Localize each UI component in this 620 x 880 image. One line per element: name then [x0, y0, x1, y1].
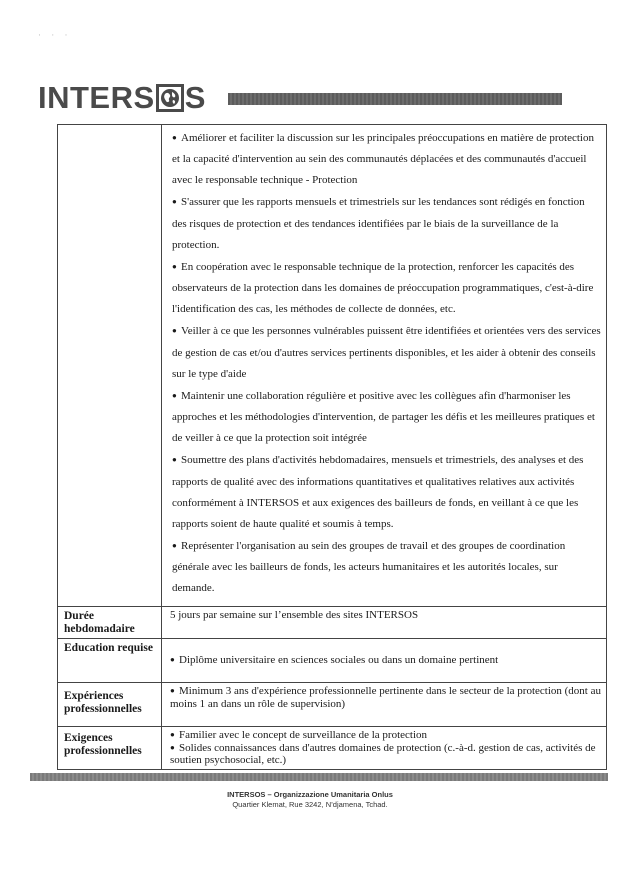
logo-text-end: S [184, 80, 206, 115]
list-item: ● Soumettre des plans d'activités hebdomadaires, mensuels et trimestriels, des analyses et des rapports de qualité avec des informations quantitatives et qualitatives relatives aux activités conformément à INTERSOS et aux exigences des bailleurs de fonds, en veillant à ce que les rapports soient de haute qualité et soumis à temps. [170, 449, 602, 535]
list-item: ● Solides connaissances dans d'autres domaines de protection (c.-à-d. gestion de cas, activités de soutien psychosocial, etc.) [170, 741, 596, 766]
row-label-education: Education requise [58, 639, 162, 683]
list-item: ● Maintenir une collaboration régulière et positive avec les collègues afin d'harmoniser les approches et les méthodologies d'intervention, de partager les défis et les meilleures pratiques et de veiller à ce que la protection soit intégrée [170, 385, 602, 449]
job-description-table [57, 124, 607, 770]
table-row [58, 125, 607, 607]
experiences-list [162, 683, 606, 712]
list-item: ● Représenter l'organisation au sein des groupes de travail et des groupes de coordination générale avec les bailleurs de fonds, les acteurs humanitaires et les autorités locales, sur demande. [170, 535, 602, 599]
bullet-icon: ● [170, 655, 175, 665]
intersos-logo [38, 80, 206, 116]
education-list [162, 652, 606, 669]
header-rule [228, 93, 562, 105]
row-label-duree: Durée hebdomadaire [58, 607, 162, 639]
footer-org: INTERSOS – Organizzazione Umanitaria Onlus [227, 790, 393, 799]
footer-address: Quartier Klemat, Rue 3242, N’djamena, Tchad. [232, 800, 388, 809]
duree-text: 5 jours par semaine sur l’ensemble des sites INTERSOS [170, 609, 419, 621]
row-label [58, 125, 162, 607]
education-cell [162, 639, 607, 683]
bullet-icon: ● [170, 742, 175, 752]
bullet-icon: ● [172, 133, 177, 142]
list-item: ● S'assurer que les rapports mensuels et trimestriels sur les tendances sont rédigés en fonction des risques de protection et des tendances identifiées par le biais de la surveillance de la protection. [170, 191, 602, 255]
list-item: ● Améliorer et faciliter la discussion sur les principales préoccupations en matière de protection et la capacité d'intervention au sein des communautés déplacées et des communautés d'accueil avec le responsable technique - Protection [170, 127, 602, 191]
list-item: ● Familier avec le concept de surveillance de la protection [170, 729, 427, 741]
table-row [58, 683, 607, 727]
list-item: ● Minimum 3 ans d'expérience professionnelle pertinente dans le secteur de la protection (dont au moins 1 an dans un rôle de supervision) [170, 685, 601, 710]
footer-rule [30, 773, 608, 781]
bullet-icon: ● [172, 540, 177, 550]
bullet-icon: ● [172, 326, 177, 336]
table-row [58, 607, 607, 639]
page-footer [0, 790, 620, 810]
table-row [58, 639, 607, 683]
logo-text-start: INTERS [38, 80, 155, 115]
exigences-list [162, 727, 606, 769]
bullet-icon: ● [170, 686, 175, 695]
globe-icon [156, 84, 184, 112]
bullet-icon: ● [172, 197, 177, 207]
bullet-icon: ● [172, 390, 177, 400]
list-item: ● Veiller à ce que les personnes vulnérables puissent être identifiées et orientées vers des services de gestion de cas et/ou d'autres services pertinents disponibles, et les aider à obtenir des conseils sur le type d'aide [170, 320, 602, 384]
scan-noise: · · · [38, 30, 72, 40]
table-row [58, 727, 607, 770]
row-label-experiences: Expériences professionnelles [58, 683, 162, 727]
list-item: ● En coopération avec le responsable technique de la protection, renforcer les capacités des observateurs de la protection dans les domaines de préoccupation programmatiques, c'est-à-dire l'identification des cas, les méthodes de collecte de données, etc. [170, 256, 602, 320]
bullet-icon: ● [172, 261, 177, 271]
responsibilities-list [162, 125, 606, 602]
responsibilities-cell [162, 125, 607, 607]
bullet-icon: ● [172, 455, 177, 465]
experiences-cell [162, 683, 607, 727]
exigences-cell [162, 727, 607, 770]
duree-cell [162, 607, 607, 639]
list-item: ● Diplôme universitaire en sciences sociales ou dans un domaine pertinent [170, 654, 499, 667]
row-label-exigences: Exigences professionnelles [58, 727, 162, 770]
bullet-icon: ● [170, 730, 175, 739]
